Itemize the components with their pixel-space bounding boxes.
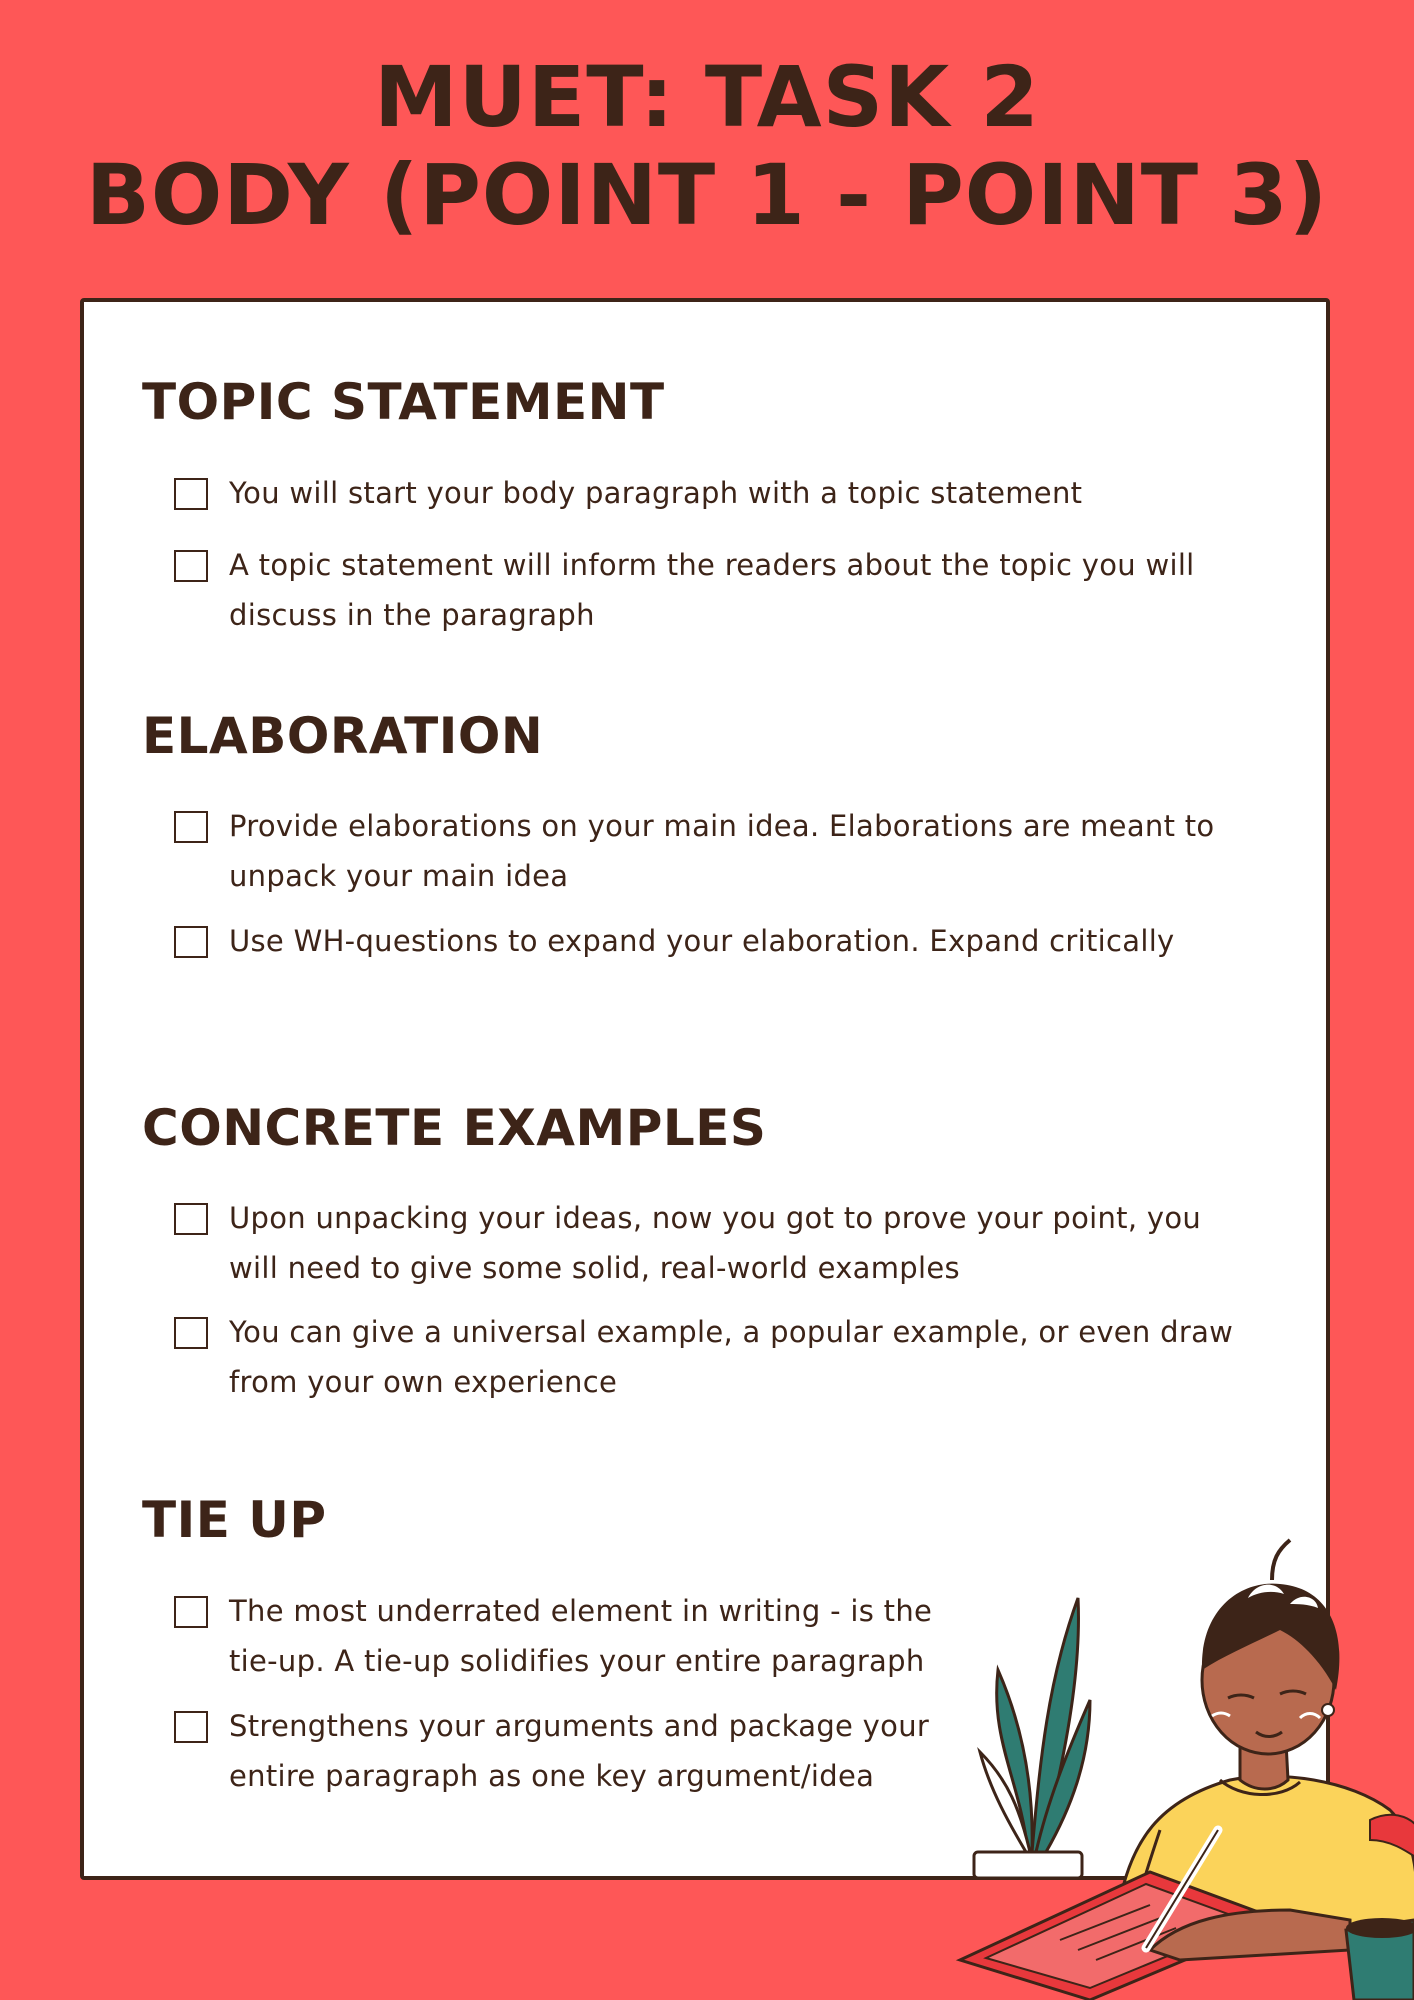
checklist-item-text: Strengthens your arguments and package your entire paragraph as one key argument/idea [229,1709,930,1793]
checkbox[interactable] [174,550,208,582]
section-heading-tie-up: TIE UP [142,1491,327,1549]
checklist-item [174,1307,1254,1407]
checklist-item-text: The most underrated element in writing - is the tie-up. A tie-up solidifies your entire paragraph [229,1594,933,1678]
checkbox[interactable] [174,1317,208,1349]
mug-icon [1346,1918,1414,2000]
checkbox[interactable] [174,1203,208,1235]
checklist-item [174,916,1254,966]
section-heading-concrete-examples: CONCRETE EXAMPLES [142,1099,767,1157]
title-line-1: MUET: TASK 2 [374,48,1040,146]
checkbox[interactable] [174,926,208,958]
potted-plant-icon [974,1598,1090,1878]
checkbox[interactable] [174,811,208,843]
checklist-item-text: A topic statement will inform the readers about the topic you will discuss in the paragraph [229,548,1195,632]
checklist-item [174,1586,974,1686]
checklist-item [174,540,1254,640]
checklist-item [174,468,1254,518]
page-title [0,48,1414,244]
student-writing-illustration-icon [950,1480,1414,2000]
section-heading-elaboration: ELABORATION [142,707,544,765]
checklist-item-text: Provide elaborations on your main idea. Elaborations are meant to unpack your main idea [229,809,1215,893]
title-line-2: BODY (POINT 1 - POINT 3) [85,146,1329,244]
checklist-item [174,1701,974,1801]
checklist-item [174,1193,1254,1293]
checklist-item [174,801,1254,901]
section-heading-topic-statement: TOPIC STATEMENT [142,373,665,431]
checkbox[interactable] [174,1596,208,1628]
student-head-icon [1202,1540,1339,1754]
checkbox[interactable] [174,478,208,510]
checklist-item-text: You will start your body paragraph with a topic statement [229,476,1083,510]
checklist-item-text: Use WH-questions to expand your elaboration. Expand critically [229,924,1175,958]
checklist-item-text: You can give a universal example, a popular example, or even draw from your own experience [229,1315,1234,1399]
checkbox[interactable] [174,1711,208,1743]
checklist-item-text: Upon unpacking your ideas, now you got to prove your point, you will need to give some solid, real-world examples [229,1201,1202,1285]
